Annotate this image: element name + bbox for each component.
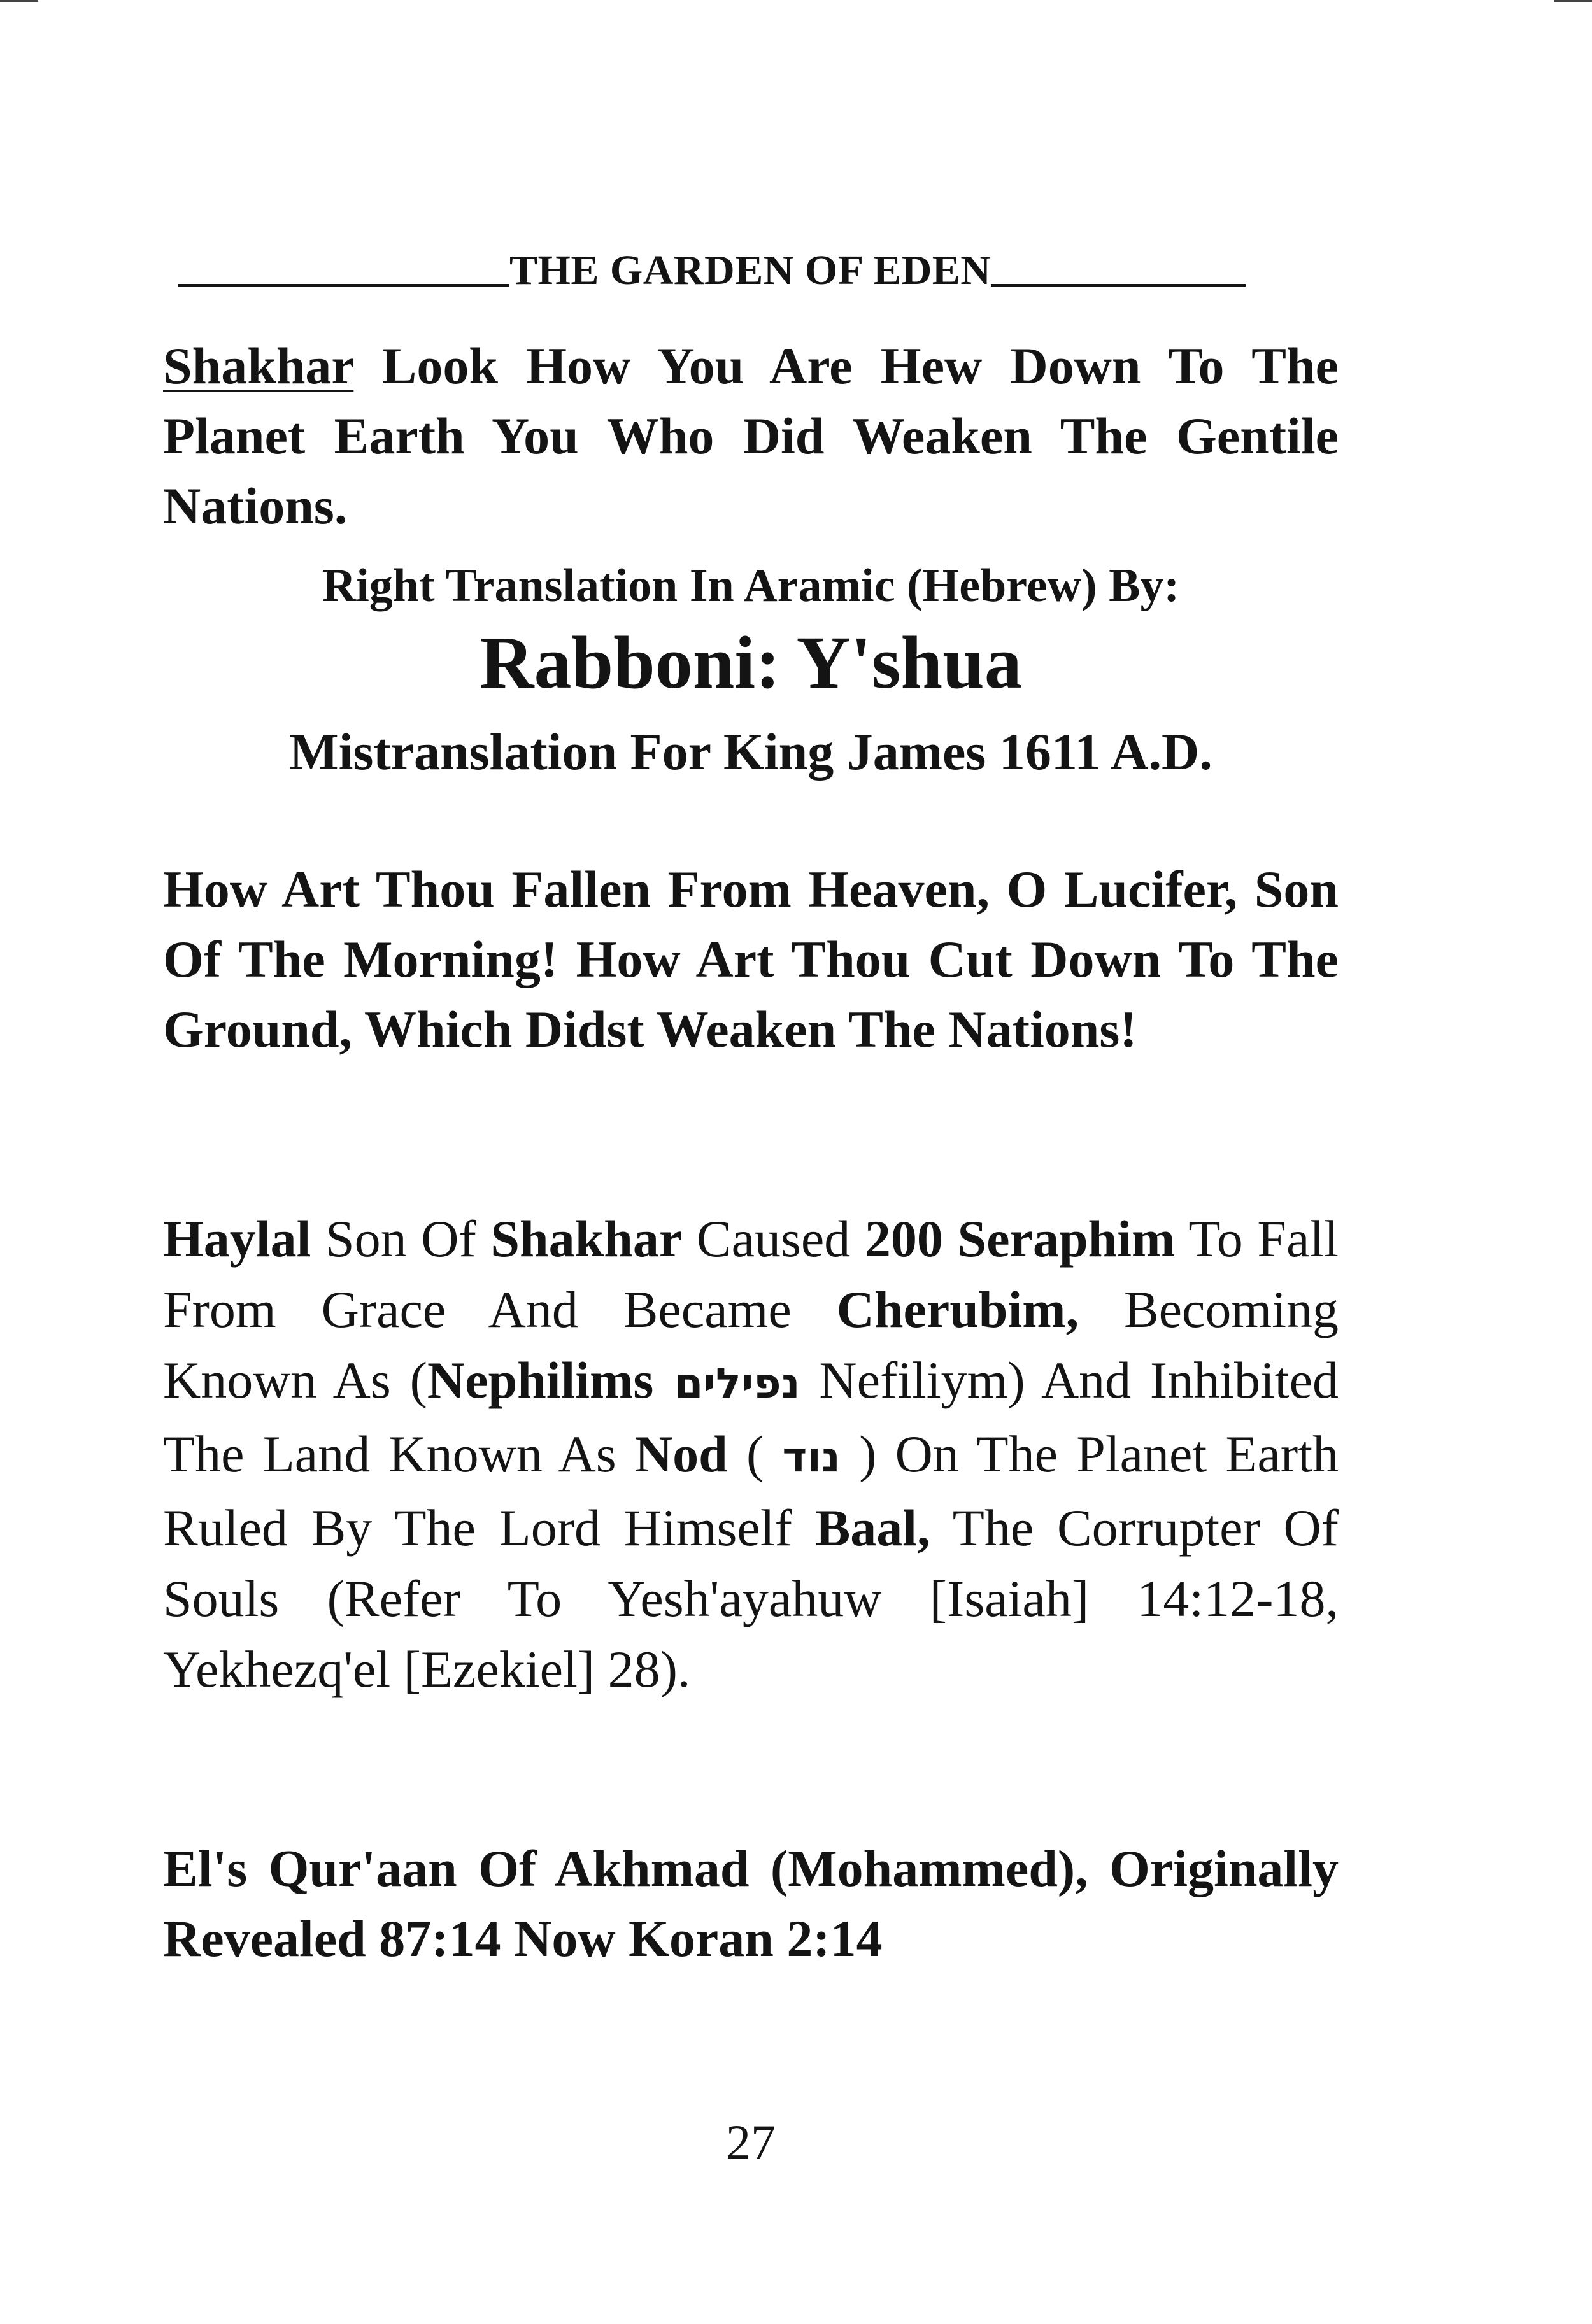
term-seraphim: 200 Seraphim (864, 1210, 1176, 1268)
term-baal: Baal, (815, 1499, 930, 1557)
text-span: Nefiliym) And Inhibited The Land Known As (163, 1351, 1339, 1483)
term-nod: Nod (634, 1425, 728, 1483)
running-header (178, 234, 1325, 292)
header-rule-left (178, 284, 509, 287)
paragraph-lucifer: How Art Thou Fallen From Heaven, O Lucifer, Son Of The Morning! How Art Thou Cut Down To The Ground, Which Didst Weaken The Nations! (163, 860, 1339, 1058)
hebrew-nephilim: נפילים (653, 1359, 800, 1408)
text-span: To Fall From Grace And Became (163, 1210, 1339, 1338)
paragraph-haylal (163, 1203, 1339, 1704)
text-span: ) On The Planet Earth Ruled By The Lord Himself (163, 1425, 1339, 1557)
underlined-term: Shakhar (163, 337, 354, 395)
page-number: 27 (726, 2115, 776, 2170)
term-shakhar: Shakhar (490, 1210, 683, 1268)
header-rule-right (991, 284, 1246, 287)
term-cherubim: Cherubim, (836, 1280, 1079, 1338)
author-name: Rabboni: Y'shua (480, 621, 1022, 704)
text-span: Caused (682, 1210, 865, 1268)
book-page (163, 0, 1339, 2324)
paragraph-quraan: El's Qur'aan Of Akhmad (Mohammed), Originally Revealed 87:14 Now Koran 2:14 (163, 1839, 1339, 1967)
term-haylal: Haylal (163, 1210, 311, 1268)
text-span: ( (727, 1425, 783, 1483)
scan-edge-mark (1554, 0, 1592, 2)
term-nephilims: Nephilims (427, 1351, 654, 1409)
text-span: The Corrupter Of Souls (Refer To Yesh'ayahuw [Isaiah] 14:12-18, Yekhezq'el [Ezekiel] 28). (163, 1499, 1339, 1698)
paragraph-shakhar (163, 331, 1339, 541)
translation-credit: Right Translation In Aramic (Hebrew) By: (322, 560, 1180, 612)
scan-edge-mark (0, 0, 38, 2)
header-title: THE GARDEN OF EDEN (509, 247, 991, 294)
mistranslation-heading: Mistranslation For King James 1611 A.D. (289, 723, 1212, 781)
text-span: Becoming Known As ( (163, 1280, 1339, 1409)
paragraph-text: Look How You Are Hew Down To The Planet Earth You Who Did Weaken The Gentile Nations. (163, 337, 1339, 535)
hebrew-nod: נוד (782, 1433, 841, 1482)
text-span: Son Of (311, 1210, 491, 1268)
